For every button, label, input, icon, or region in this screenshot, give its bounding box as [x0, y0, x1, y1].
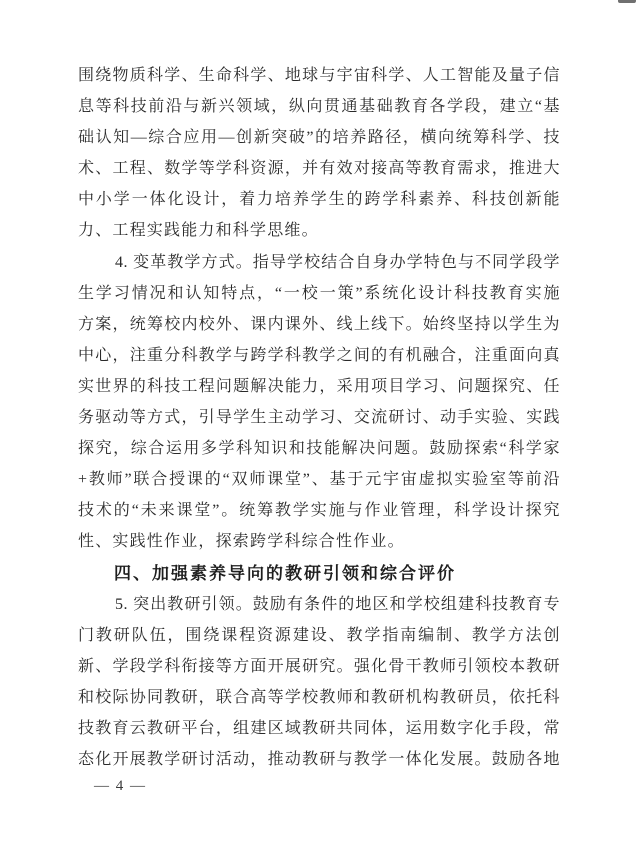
text-line: 态化开展教学研讨活动，推动教研与教学一体化发展。鼓励各地: [78, 751, 560, 769]
text-line: 术、工程、数学等学科资源，并有效对接高等教育需求，推进大: [78, 160, 560, 178]
text-line: 础认知—综合应用—创新突破”的培养路径，横向统筹科学、技: [78, 129, 560, 147]
paragraph-item-4: [78, 247, 560, 558]
text-line: 实世界的科技工程问题解决能力，采用项目学习、问题探究、任: [78, 377, 560, 395]
text-line: 务驱动等方式，引导学生主动学习、交流研讨、动手实验、实践: [78, 409, 560, 427]
text-line: 4. 变革教学方式。指导学校结合自身办学特色与不同学段学: [115, 253, 560, 271]
text-line: 技教育云教研平台，组建区域教研共同体，运用数字化手段，常: [78, 719, 560, 737]
section-heading-4: 四、加强素养导向的教研引领和综合评价: [114, 563, 456, 583]
text-line: 中心，注重分科教学与跨学科教学之间的有机融合，注重面向真: [78, 346, 560, 364]
text-line: 生学习情况和认知特点，“一校一策”系统化设计科技教育实施: [78, 284, 560, 302]
text-line: 探究，综合运用多学科知识和技能解决问题。鼓励探索“科学家: [78, 440, 560, 458]
text-line: 息等科技前沿与新兴领域，纵向贯通基础教育各学段，建立“基: [78, 98, 560, 116]
text-line: 5. 突出教研引领。鼓励有条件的地区和学校组建科技教育专: [115, 595, 560, 613]
text-line: 力、工程实践能力和科学思维。: [78, 222, 319, 240]
paragraph-item-5: [78, 589, 560, 776]
text-line: 中小学一体化设计，着力培养学生的跨学科素养、科技创新能: [78, 191, 560, 209]
text-line: 方案，统筹校内校外、课内课外、线上线下。始终坚持以学生为: [78, 315, 560, 333]
paragraph-continued: [78, 60, 560, 247]
text-line: 性、实践性作业，探索跨学科综合性作业。: [78, 533, 405, 551]
text-line: 门教研队伍，围绕课程资源建设、教学指南编制、教学方法创: [78, 626, 560, 644]
text-line: 围绕物质科学、生命科学、地球与宇宙科学、人工智能及量子信: [78, 67, 560, 84]
text-line: 新、学段学科衔接等方面开展研究。强化骨干教师引领校本教研: [78, 657, 560, 675]
text-line: 和校际协同教研，联合高等学校教师和教研机构教研员，依托科: [78, 688, 560, 706]
text-line: +教师”联合授课的“双师课堂”、基于元宇宙虚拟实验室等前沿: [78, 471, 560, 489]
page-number: — 4 —: [94, 778, 147, 794]
screen-edge-artifact: [618, 0, 636, 3]
text-line: 技术的“未来课堂”。统筹教学实施与作业管理，科学设计探究: [78, 502, 560, 520]
document-page-body: [78, 60, 560, 775]
